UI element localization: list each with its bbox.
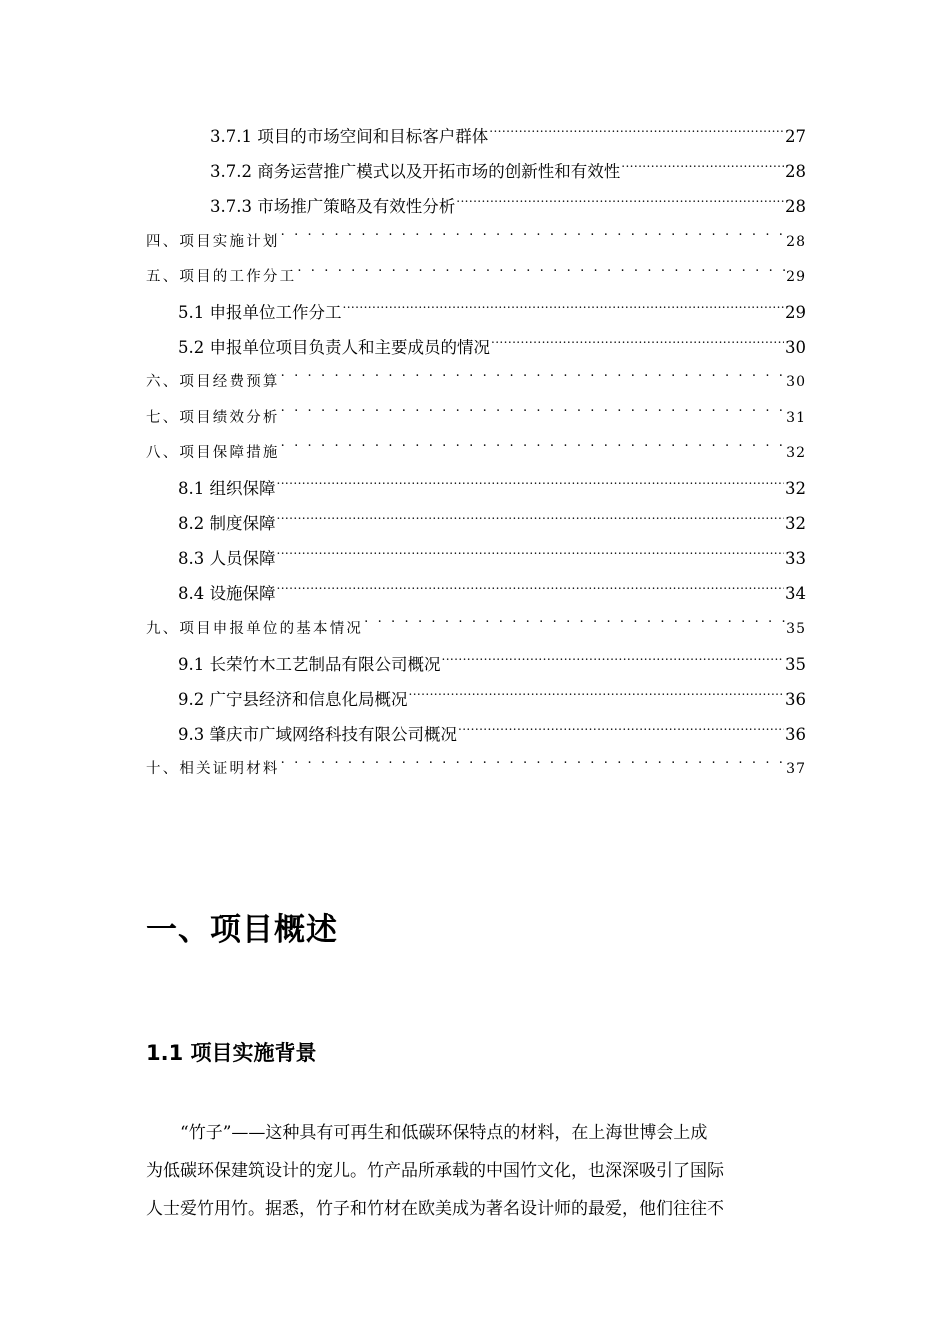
paragraph-line: 人士爱竹用竹。据悉，竹子和竹材在欧美成为著名设计师的最爱，他们往往不 xyxy=(146,1199,724,1219)
toc-entry-page: 35 xyxy=(786,620,806,637)
toc-entry-page: 30 xyxy=(786,374,806,391)
toc-leader-dots xyxy=(456,196,784,213)
toc-leader-dots xyxy=(489,126,784,143)
toc-leader-dots xyxy=(277,477,785,494)
toc-entry-page: 36 xyxy=(785,690,806,709)
toc-leader-dots xyxy=(277,513,785,530)
toc-entry[interactable] xyxy=(146,541,806,576)
toc-entry-title: 8.1 组织保障 xyxy=(178,478,276,498)
toc-entry-title: 3.7.3 市场推广策略及有效性分析 xyxy=(210,197,456,217)
toc-entry-page: 35 xyxy=(785,654,806,674)
toc-entry-page: 32 xyxy=(785,478,806,498)
toc-entry[interactable] xyxy=(146,119,806,154)
toc-entry-title: 十、相关证明材料 xyxy=(146,761,280,778)
toc-entry-page: 32 xyxy=(785,514,806,534)
toc-entry[interactable] xyxy=(146,612,806,647)
toc-entry-page: 33 xyxy=(785,549,806,569)
toc-leader-dots xyxy=(621,161,784,178)
toc-entry-page: 36 xyxy=(785,725,806,745)
toc-entry[interactable] xyxy=(146,260,806,295)
toc-entry[interactable] xyxy=(146,576,806,611)
toc-entry-title: 九、项目申报单位的基本情况 xyxy=(146,620,364,637)
toc-leader-dots xyxy=(281,372,786,387)
toc-entry-page: 28 xyxy=(785,197,806,217)
toc-entry-title: 8.2 制度保障 xyxy=(178,514,276,534)
toc-entry-title: 五、项目的工作分工 xyxy=(146,268,297,285)
toc-leader-dots xyxy=(458,724,784,741)
toc-entry-title: 8.4 设施保障 xyxy=(178,584,276,604)
paragraph-line: “竹子”——这种具有可再生和低碳环保特点的材料，在上海世博会上成 xyxy=(180,1123,708,1143)
toc-entry-title: 3.7.1 项目的市场空间和目标客户群体 xyxy=(210,127,489,146)
toc-leader-dots xyxy=(297,266,785,281)
section-heading: 一、项目概述 xyxy=(146,912,338,948)
toc-leader-dots xyxy=(277,548,785,565)
toc-entry-page: 37 xyxy=(786,761,806,778)
toc-entry[interactable] xyxy=(146,752,806,787)
toc-entry-title: 9.1 长荣竹木工艺制品有限公司概况 xyxy=(178,654,441,674)
toc-leader-dots xyxy=(281,759,786,774)
toc-entry-title: 9.3 肇庆市广域网络科技有限公司概况 xyxy=(178,725,457,745)
toc-entry-page: 31 xyxy=(786,409,806,426)
toc-entry[interactable] xyxy=(146,682,806,717)
toc-entry-title: 9.2 广宁县经济和信息化局概况 xyxy=(178,690,408,709)
toc-entry-title: 8.3 人员保障 xyxy=(178,549,276,569)
toc-entry-page: 28 xyxy=(785,162,806,182)
toc-entry-title: 七、项目绩效分析 xyxy=(146,409,280,426)
toc-leader-dots xyxy=(281,442,786,457)
toc-entry[interactable] xyxy=(146,330,806,365)
toc-entry[interactable] xyxy=(146,225,806,260)
toc-leader-dots xyxy=(277,583,785,600)
toc-entry-page: 29 xyxy=(786,268,806,285)
body-paragraph xyxy=(146,1114,806,1228)
paragraph-line: 为低碳环保建筑设计的宠儿。竹产品所承载的中国竹文化，也深深吸引了国际 xyxy=(146,1161,724,1181)
toc-entry[interactable] xyxy=(146,295,806,330)
toc-entry-title: 3.7.2 商务运营推广模式以及开拓市场的创新性和有效性 xyxy=(210,162,621,182)
toc-leader-dots xyxy=(409,689,785,706)
toc-entry-title: 六、项目经费预算 xyxy=(146,374,280,391)
toc-leader-dots xyxy=(364,618,785,633)
toc-entry-page: 27 xyxy=(785,127,806,146)
toc-entry-page: 34 xyxy=(785,584,806,604)
toc-entry-page: 30 xyxy=(785,338,806,358)
toc-entry[interactable] xyxy=(146,471,806,506)
toc-entry[interactable] xyxy=(146,436,806,471)
toc-leader-dots xyxy=(442,653,785,670)
toc-entry[interactable] xyxy=(146,154,806,189)
toc-entry-title: 5.1 申报单位工作分工 xyxy=(178,302,342,322)
toc-entry[interactable] xyxy=(146,365,806,400)
toc-leader-dots xyxy=(343,301,785,318)
toc-entry-page: 29 xyxy=(785,302,806,322)
toc-leader-dots xyxy=(491,337,784,354)
subsection-heading: 1.1 项目实施背景 xyxy=(146,1041,317,1065)
toc-entry-title: 5.2 申报单位项目负责人和主要成员的情况 xyxy=(178,338,490,358)
toc-leader-dots xyxy=(281,407,786,422)
toc-entry[interactable] xyxy=(146,189,806,224)
toc-entry-page: 28 xyxy=(786,233,806,250)
toc-entry-page: 32 xyxy=(786,444,806,461)
toc-entry[interactable] xyxy=(146,506,806,541)
toc-entry[interactable] xyxy=(146,717,806,752)
toc-entry[interactable] xyxy=(146,647,806,682)
toc-entry-title: 四、项目实施计划 xyxy=(146,233,280,250)
table-of-contents xyxy=(146,119,806,788)
toc-entry[interactable] xyxy=(146,401,806,436)
toc-entry-title: 八、项目保障措施 xyxy=(146,444,280,461)
toc-leader-dots xyxy=(281,231,786,246)
